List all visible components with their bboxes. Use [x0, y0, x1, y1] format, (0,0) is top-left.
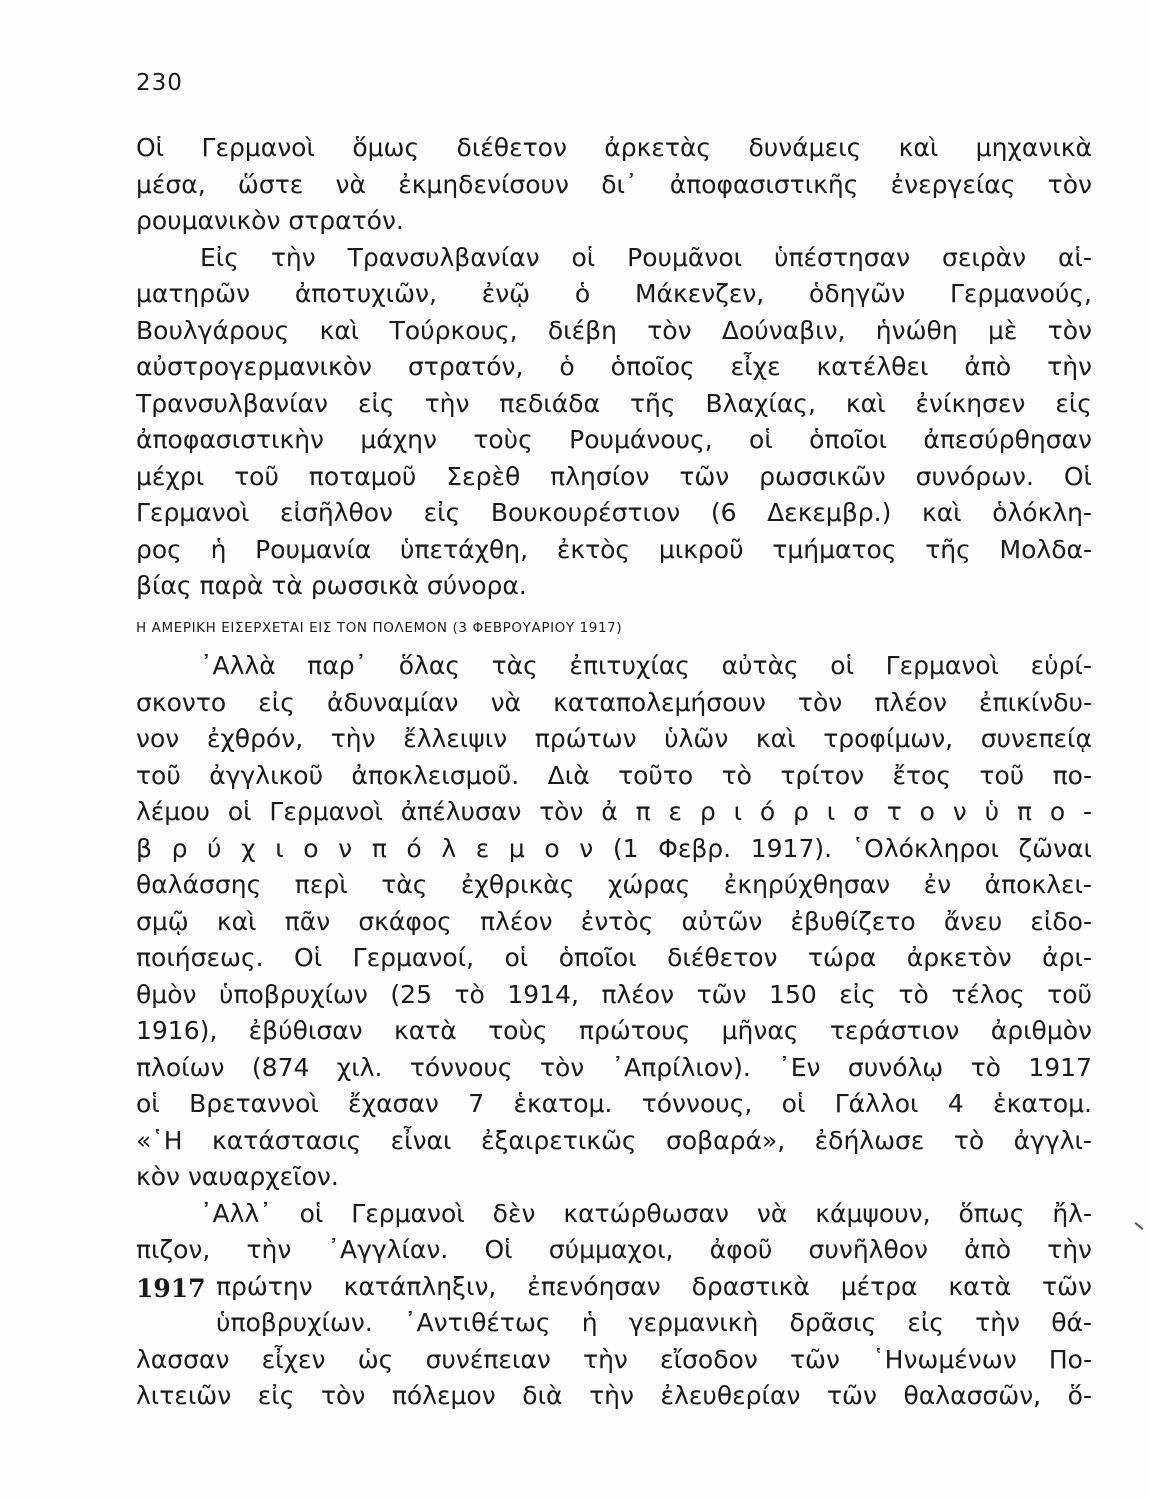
text-line: «῾Η κατάστασις εἶναι ἐξαιρετικῶς σοβαρά», ἐδήλωσε τὸ ἀγγλι-	[136, 1125, 1092, 1155]
section-heading: Η ΑΜΕΡΙΚΗ ΕΙΣΕΡΧΕΤΑΙ ΕΙΣ ΤΟΝ ΠΟΛΕΜΟΝ (3 ΦΕΒΡΟΥΑΡΙΟΥ 1917)	[136, 620, 623, 636]
text-line: βίας παρὰ τὰ ρωσσικὰ σύνορα.	[136, 571, 527, 600]
text-line: οἱ Βρεταννοὶ ἔχασαν 7 ἑκατομ. τόννους, οἱ Γάλλοι 4 ἑκατομ.	[136, 1089, 1092, 1118]
page-number: 230	[136, 70, 183, 96]
text-line: τοῦ ἀγγλικοῦ ἀποκλεισμοῦ. Διὰ τοῦτο τὸ τρίτον ἔτος τοῦ πο-	[136, 760, 1092, 790]
text-line: νον ἐχθρόν, τὴν ἔλλειψιν πρώτων ὑλῶν καὶ τροφίμων, συνεπείᾳ	[136, 724, 1092, 753]
text-line: αὐστρογερμανικὸν στρατόν, ὁ ὁποῖος εἶχε κατέλθει ἀπὸ τὴν	[136, 352, 1092, 381]
text-line: λασσαν εἶχεν ὡς συνέπειαν τὴν εἴσοδον τῶν ῾Ηνωμένων Πο-	[136, 1344, 1092, 1374]
text-line: πιζον, τὴν ᾿Αγγλίαν. Οἱ σύμμαχοι, ἀφοῦ συνῆλθον ἀπὸ τὴν	[136, 1235, 1092, 1264]
text-line: 1916), ἐβύθισαν κατὰ τοὺς πρώτους μῆνας τεράστιον ἀριθμὸν	[136, 1016, 1092, 1045]
margin-year-note: 1917	[136, 1274, 206, 1303]
text-line: Γερμανοὶ εἰσῆλθον εἰς Βουκουρέστιον (6 Δεκεμβρ.) καὶ ὁλόκλη-	[136, 498, 1092, 527]
text-line: ἀποφασιστικὴν μάχην τοὺς Ρουμάνους, οἱ ὁποῖοι ἀπεσύρθησαν	[136, 425, 1092, 454]
text-line: Οἱ Γερμανοὶ ὅμως διέθετον ἀρκετὰς δυνάμεις καὶ μηχανικὰ	[136, 133, 1092, 162]
text-line: ᾿Αλλὰ παρ᾽ ὅλας τὰς ἐπιτυχίας αὐτὰς οἱ Γερμανοὶ εὑρί-	[200, 651, 1092, 680]
text-line: Εἰς τὴν Τρανσυλβανίαν οἱ Ρουμᾶνοι ὑπέστησαν σειρὰν αἱ-	[200, 242, 1092, 272]
text-line: ρος ἡ Ρουμανία ὑπετάχθη, ἐκτὸς μικροῦ τμήματος τῆς Μολδα-	[136, 534, 1092, 564]
scan-mark	[1135, 1222, 1144, 1230]
text-line: πρώτην κατάπληξιν, ἐπενόησαν δραστικὰ μέτρα κατὰ τῶν	[216, 1271, 1092, 1301]
paragraph-block-bottom	[136, 648, 1092, 1415]
text-line: β ρ ύ χ ι ο ν π ό λ ε μ ο ν (1 Φεβρ. 1917). ῾Ολόκληροι ζῶναι	[136, 833, 1092, 863]
text-line: ὑποβρυχίων. ᾿Αντιθέτως ἡ γερμανικὴ δρᾶσις εἰς τὴν θά-	[216, 1308, 1092, 1337]
text-line: θαλάσσης περὶ τὰς ἐχθρικὰς χώρας ἐκηρύχθησαν ἐν ἀποκλει-	[136, 870, 1092, 899]
text-line: λιτειῶν εἰς τὸν πόλεμον διὰ τὴν ἐλευθερίαν τῶν θαλασσῶν, ὅ-	[136, 1381, 1092, 1410]
text-line: λέμου οἱ Γερμανοὶ ἀπέλυσαν τὸν ἀ π ε ρ ι ό ρ ι σ τ ο ν ὑ π ο -	[136, 797, 1092, 826]
text-line: ποιήσεως. Οἱ Γερμανοί, οἱ ὁποῖοι διέθετον τώρα ἀρκετὸν ἀρι-	[136, 943, 1092, 972]
text-line: σμῷ καὶ πᾶν σκάφος πλέον ἐντὸς αὐτῶν ἐβυθίζετο ἄνευ εἰδο-	[136, 906, 1092, 936]
text-line: πλοίων (874 χιλ. τόννους τὸν ᾿Απρίλιον). ᾿Εν συνόλῳ τὸ 1917	[136, 1052, 1092, 1082]
text-line: μέσα, ὥστε νὰ ἐκμηδενίσουν δι᾽ ἀποφασιστικῆς ἐνεργείας τὸν	[136, 169, 1092, 199]
paragraph-block-top	[136, 130, 1092, 605]
text-line: ματηρῶν ἀποτυχιῶν, ἐνῷ ὁ Μάκενζεν, ὁδηγῶν Γερμανούς,	[136, 279, 1092, 308]
text-line: ᾿Αλλ᾽ οἱ Γερμανοὶ δὲν κατώρθωσαν νὰ κάμψουν, ὅπως ἤλ-	[200, 1198, 1092, 1228]
text-line: Βουλγάρους καὶ Τούρκους, διέβη τὸν Δούναβιν, ἡνώθη μὲ τὸν	[136, 315, 1092, 345]
text-line: θμὸν ὑποβρυχίων (25 τὸ 1914, πλέον τῶν 150 εἰς τὸ τέλος τοῦ	[136, 979, 1092, 1009]
text-line: μέχρι τοῦ ποταμοῦ Σερὲθ πλησίον τῶν ρωσσικῶν συνόρων. Οἱ	[136, 461, 1092, 491]
text-line: ρουμανικὸν στρατόν.	[136, 206, 404, 235]
text-line: σκοντο εἰς ἀδυναμίαν νὰ καταπολεμήσουν τὸν πλέον ἐπικίνδυ-	[136, 687, 1092, 717]
text-line: Τρανσυλβανίαν εἰς τὴν πεδιάδα τῆς Βλαχίας, καὶ ἐνίκησεν εἰς	[136, 388, 1092, 418]
text-line: κὸν ναυαρχεῖον.	[136, 1162, 339, 1191]
